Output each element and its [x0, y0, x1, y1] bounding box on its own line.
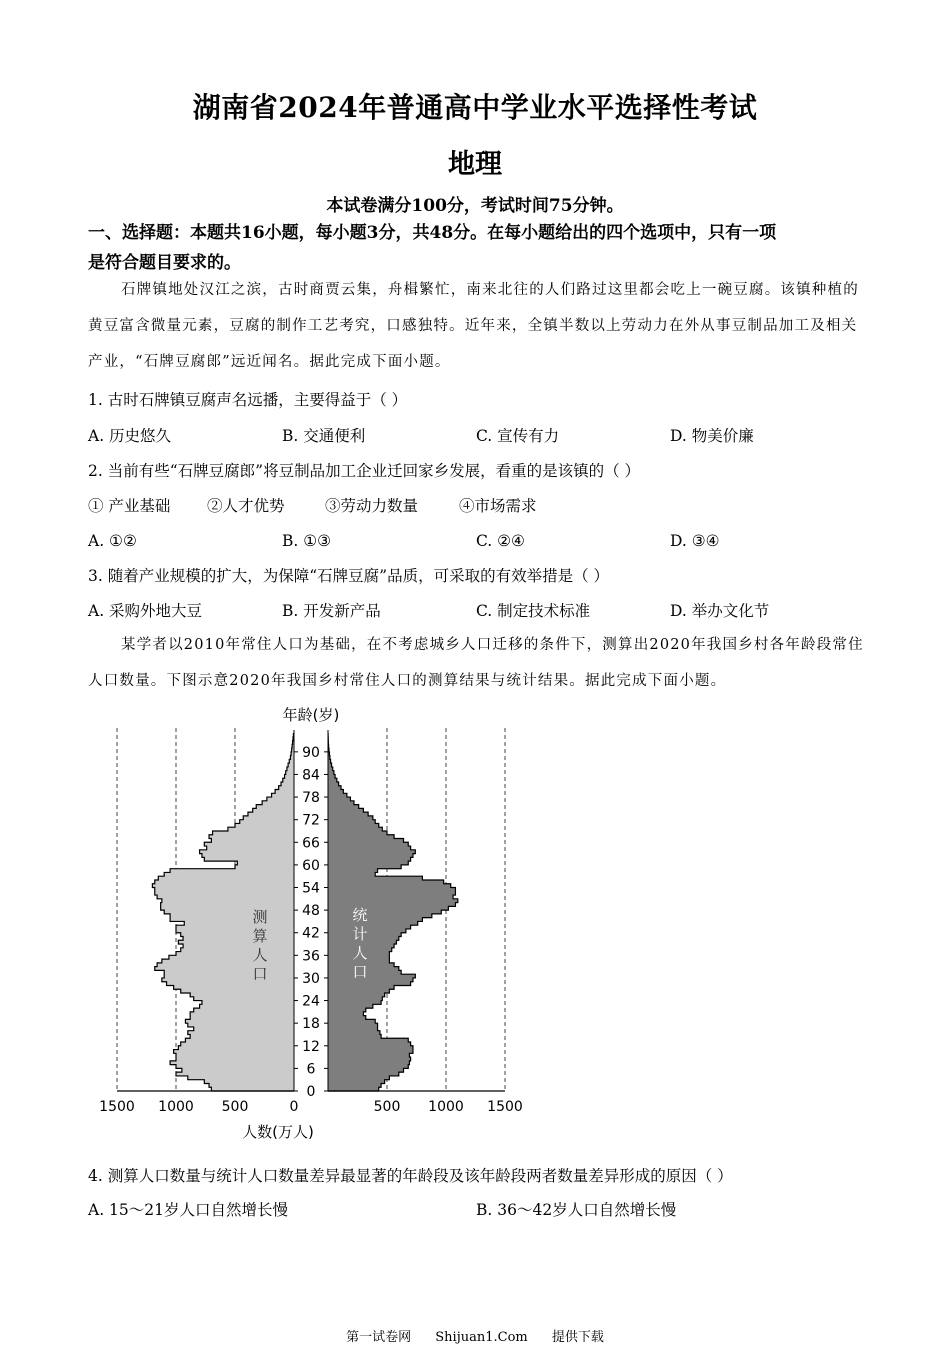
- bar-estimated-age-64: [207, 846, 294, 850]
- bar-estimated-age-25: [190, 993, 294, 997]
- question-3-stem: 3. 随着产业规模的扩大，为保障“石牌豆腐”品质，可采取的有效举措是（ ）: [88, 566, 609, 586]
- bar-census-age-55: [328, 880, 444, 884]
- bar-estimated-age-8: [176, 1057, 294, 1061]
- bar-census-age-4: [328, 1072, 399, 1076]
- label-census-population: 人: [352, 944, 367, 962]
- bar-census-age-58: [328, 869, 378, 873]
- bar-estimated-age-17: [188, 1023, 294, 1027]
- y-tick-label: 18: [302, 1016, 320, 1032]
- question-3-option-d: D. 举办文化节: [670, 601, 769, 621]
- bar-estimated-age-19: [190, 1016, 294, 1020]
- bar-estimated-age-24: [194, 997, 294, 1001]
- bar-census-age-45: [328, 918, 422, 922]
- bar-estimated-age-11: [178, 1046, 294, 1050]
- bar-census-age-68: [328, 831, 387, 835]
- bar-estimated-age-82: [283, 778, 294, 782]
- y-tick-label: 6: [307, 1061, 316, 1077]
- bar-estimated-age-66: [211, 839, 294, 843]
- bar-estimated-age-26: [181, 989, 294, 993]
- bar-census-age-19: [328, 1016, 366, 1020]
- question-1-option-d: D. 物美价廉: [670, 426, 754, 446]
- question-2-option-b: B. ①③: [282, 531, 331, 551]
- bar-estimated-age-5: [182, 1068, 294, 1072]
- y-tick-label: 84: [302, 767, 320, 783]
- bar-estimated-age-58: [170, 869, 294, 873]
- bar-estimated-age-1: [209, 1083, 294, 1087]
- x-tick-label: 0: [290, 1099, 299, 1115]
- bar-estimated-age-49: [161, 903, 294, 907]
- population-pyramid-chart: [0, 700, 560, 1150]
- question-2-item-1: ① 产业基础: [88, 496, 170, 516]
- bar-estimated-age-52: [155, 891, 294, 895]
- question-3-option-b: B. 开发新产品: [282, 601, 381, 621]
- question-1-option-c: C. 宣传有力: [476, 426, 559, 446]
- subject-title: 地理: [0, 142, 950, 181]
- bar-census-age-29: [328, 978, 413, 982]
- bar-estimated-age-69: [228, 827, 294, 831]
- bar-estimated-age-72: [243, 816, 294, 820]
- bar-census-age-48: [328, 906, 448, 910]
- bar-estimated-age-13: [185, 1038, 294, 1042]
- bar-estimated-age-35: [169, 955, 294, 959]
- bar-census-age-60: [328, 861, 408, 865]
- bar-estimated-age-2: [204, 1080, 294, 1084]
- bar-estimated-age-41: [181, 933, 294, 937]
- footer-note: 提供下载: [552, 1330, 604, 1345]
- bar-estimated-age-51: [157, 895, 294, 899]
- label-census-population: 统: [352, 906, 367, 924]
- bar-census-age-84: [328, 771, 334, 775]
- bar-estimated-age-77: [267, 797, 294, 801]
- bar-estimated-age-20: [190, 1012, 294, 1016]
- bar-census-age-69: [328, 827, 382, 831]
- bar-estimated-age-65: [204, 842, 294, 846]
- section-heading-line1: 一、选择题：本题共16小题，每小题3分，共48分。在每小题给出的四个选项中，只有一项: [88, 218, 868, 248]
- bar-census-age-71: [328, 820, 375, 824]
- y-tick-label: 78: [302, 790, 320, 806]
- bar-census-age-72: [328, 816, 373, 820]
- bar-census-age-3: [328, 1076, 389, 1080]
- bar-estimated-age-39: [178, 940, 294, 944]
- bar-census-age-79: [328, 790, 343, 794]
- bar-census-age-75: [328, 805, 359, 809]
- exam-title: 湖南省2024年普通高中学业水平选择性考试: [0, 86, 950, 126]
- question-2-option-a: A. ①②: [88, 531, 137, 551]
- bar-estimated-age-56: [158, 876, 294, 880]
- bar-census-age-49: [328, 903, 455, 907]
- question-4-option-a: A. 15～21岁人口自然增长慢: [88, 1200, 288, 1220]
- bar-estimated-age-31: [164, 970, 294, 974]
- bar-estimated-age-73: [248, 812, 294, 816]
- question-4-option-b: B. 36～42岁人口自然增长慢: [476, 1200, 676, 1220]
- bar-census-age-9: [328, 1053, 409, 1057]
- bar-estimated-age-38: [183, 944, 294, 948]
- bar-estimated-age-36: [176, 952, 294, 956]
- x-tick-label: 1000: [158, 1099, 194, 1115]
- bar-estimated-age-63: [200, 850, 294, 854]
- x-tick-label: 500: [374, 1099, 401, 1115]
- x-tick-label: 500: [222, 1099, 249, 1115]
- bar-census-age-13: [328, 1038, 408, 1042]
- bar-estimated-age-86: [288, 763, 294, 767]
- bar-estimated-age-70: [235, 823, 294, 827]
- bar-estimated-age-28: [167, 982, 294, 986]
- bar-census-age-21: [328, 1008, 366, 1012]
- bar-estimated-age-46: [170, 914, 294, 918]
- bar-estimated-age-53: [155, 888, 294, 892]
- question-3-option-a: A. 采购外地大豆: [88, 601, 202, 621]
- bar-census-age-64: [328, 846, 411, 850]
- bar-census-age-5: [328, 1068, 404, 1072]
- y-tick-label: 54: [302, 881, 320, 897]
- bar-census-age-50: [328, 899, 458, 903]
- bar-estimated-age-7: [170, 1061, 294, 1065]
- bar-census-age-56: [328, 876, 422, 880]
- footer-domain: Shijuan1.Com: [435, 1330, 527, 1345]
- question-1-stem: 1. 古时石牌镇豆腐声名远播，主要得益于（ ）: [88, 390, 407, 410]
- bar-census-age-30: [328, 974, 415, 978]
- x-axis-title: 人数(万人): [242, 1123, 314, 1141]
- bar-census-age-83: [328, 774, 335, 778]
- bar-census-age-44: [328, 921, 418, 925]
- bar-estimated-age-81: [281, 782, 294, 786]
- bar-estimated-age-83: [285, 774, 294, 778]
- bar-census-age-67: [328, 835, 394, 839]
- bar-estimated-age-33: [157, 963, 294, 967]
- label-estimated-population: 口: [252, 965, 267, 983]
- bar-census-age-76: [328, 801, 354, 805]
- bar-estimated-age-9: [176, 1053, 294, 1057]
- y-tick-label: 0: [307, 1084, 316, 1100]
- bar-estimated-age-6: [176, 1065, 294, 1069]
- bar-census-age-53: [328, 888, 455, 892]
- bar-estimated-age-67: [209, 835, 294, 839]
- bar-census-age-1: [328, 1083, 381, 1087]
- y-tick-label: 48: [302, 903, 320, 919]
- bar-census-age-14: [328, 1034, 381, 1038]
- bar-estimated-age-85: [287, 767, 294, 771]
- bar-census-age-20: [328, 1012, 363, 1016]
- bar-census-age-74: [328, 808, 363, 812]
- bar-estimated-age-43: [176, 925, 294, 929]
- bar-estimated-age-55: [155, 880, 294, 884]
- bar-estimated-age-45: [170, 918, 294, 922]
- bar-census-age-26: [328, 989, 389, 993]
- bar-estimated-age-74: [253, 808, 294, 812]
- bar-census-age-65: [328, 842, 408, 846]
- question-4-stem: 4. 测算人口数量与统计人口数量差异最显著的年龄段及该年龄段两者数量差异形成的原因（ ）: [88, 1166, 733, 1186]
- bar-census-age-78: [328, 793, 347, 797]
- y-tick-label: 36: [302, 948, 320, 964]
- bar-census-age-6: [328, 1065, 408, 1069]
- bar-census-age-18: [328, 1019, 375, 1023]
- bar-estimated-age-18: [185, 1019, 294, 1023]
- bar-census-age-85: [328, 767, 333, 771]
- bar-estimated-age-75: [256, 805, 294, 809]
- bar-estimated-age-47: [164, 910, 294, 914]
- bar-census-age-25: [328, 993, 385, 997]
- bar-estimated-age-68: [213, 831, 294, 835]
- bar-estimated-age-78: [272, 793, 294, 797]
- bar-census-age-17: [328, 1023, 378, 1027]
- bar-estimated-age-21: [194, 1008, 294, 1012]
- bar-estimated-age-34: [162, 959, 294, 963]
- bar-estimated-age-14: [190, 1034, 294, 1038]
- y-tick-label: 12: [302, 1039, 320, 1055]
- bar-census-age-15: [328, 1031, 380, 1035]
- question-2-item-4: ④市场需求: [459, 496, 537, 516]
- bar-census-age-61: [328, 857, 411, 861]
- y-tick-label: 24: [302, 994, 320, 1010]
- bar-estimated-age-60: [237, 861, 294, 865]
- question-1-option-b: B. 交通便利: [282, 426, 365, 446]
- bar-estimated-age-62: [202, 854, 294, 858]
- bar-census-age-24: [328, 997, 382, 1001]
- y-axis-title: 年龄(岁): [283, 706, 340, 724]
- bar-census-age-11: [328, 1046, 413, 1050]
- y-tick-label: 72: [302, 813, 320, 829]
- bar-estimated-age-37: [181, 948, 294, 952]
- bar-census-age-16: [328, 1027, 378, 1031]
- question-2-option-c: C. ②④: [476, 531, 525, 551]
- label-estimated-population: 测: [252, 908, 267, 926]
- question-2-stem: 2. 当前有些“石牌豆腐郎”将豆制品加工企业迁回家乡发展，看重的是该镇的（ ）: [88, 461, 640, 481]
- bar-estimated-age-50: [162, 899, 294, 903]
- question-1-option-a: A. 历史悠久: [88, 426, 171, 446]
- y-tick-label: 90: [302, 745, 320, 761]
- bar-estimated-age-79: [275, 790, 294, 794]
- label-census-population: 口: [352, 963, 367, 981]
- bar-census-age-12: [328, 1042, 411, 1046]
- x-tick-label: 1500: [487, 1099, 523, 1115]
- bar-estimated-age-16: [194, 1027, 294, 1031]
- bar-census-age-52: [328, 891, 455, 895]
- bar-estimated-age-87: [289, 759, 294, 763]
- bar-census-age-51: [328, 895, 453, 899]
- bar-estimated-age-48: [161, 906, 294, 910]
- section-heading: [88, 218, 868, 278]
- y-tick-label: 66: [302, 835, 320, 851]
- bar-estimated-age-57: [164, 872, 294, 876]
- bar-estimated-age-80: [279, 786, 294, 790]
- bar-estimated-age-29: [162, 978, 294, 982]
- x-tick-label: 1500: [99, 1099, 135, 1115]
- bar-estimated-age-12: [181, 1042, 294, 1046]
- bar-census-age-7: [328, 1061, 409, 1065]
- bar-census-age-10: [328, 1050, 413, 1054]
- bar-estimated-age-10: [174, 1050, 294, 1054]
- bar-census-age-77: [328, 797, 350, 801]
- label-estimated-population: 人: [252, 946, 267, 964]
- bar-census-age-57: [328, 872, 375, 876]
- bar-estimated-age-42: [176, 929, 294, 933]
- bar-census-age-27: [328, 985, 394, 989]
- bar-census-age-82: [328, 778, 337, 782]
- question-2-item-2: ②人才优势: [207, 496, 285, 516]
- label-census-population: 计: [352, 925, 367, 943]
- bar-estimated-age-71: [240, 820, 294, 824]
- bar-estimated-age-15: [188, 1031, 294, 1035]
- bar-estimated-age-4: [176, 1072, 294, 1076]
- bar-census-age-54: [328, 884, 451, 888]
- bar-estimated-age-40: [183, 936, 294, 940]
- bar-estimated-age-32: [155, 967, 294, 971]
- y-tick-label: 60: [302, 858, 320, 874]
- question-2-item-3: ③劳动力数量: [325, 496, 418, 516]
- bar-census-age-47: [328, 910, 441, 914]
- bar-census-age-62: [328, 854, 413, 858]
- bar-estimated-age-23: [202, 1001, 294, 1005]
- x-tick-label: 1000: [428, 1099, 464, 1115]
- bar-estimated-age-27: [174, 985, 294, 989]
- bar-census-age-73: [328, 812, 368, 816]
- question-2-option-d: D. ③④: [670, 531, 720, 551]
- passage-1: 石牌镇地处汉江之滨，古时商贾云集，舟楫繁忙，南来北往的人们路过这里都会吃上一碗豆腐。该镇种植的黄豆富含微量元素，豆腐的制作工艺考究，口感独特。近年来，全镇半数以上劳动力在外从事豆制品加工及相关产业，“石牌豆腐郎”远近闻名。据此完成下面小题。: [88, 272, 868, 380]
- bar-census-age-80: [328, 786, 341, 790]
- bar-census-age-8: [328, 1057, 411, 1061]
- section-heading-line2: 是符合题目要求的。: [88, 248, 868, 278]
- bar-census-age-43: [328, 925, 411, 929]
- bar-census-age-81: [328, 782, 339, 786]
- bar-estimated-age-59: [235, 865, 294, 869]
- question-3-option-c: C. 制定技术标准: [476, 601, 590, 621]
- bar-census-age-2: [328, 1080, 385, 1084]
- bar-estimated-age-54: [152, 884, 294, 888]
- footer: [0, 1326, 950, 1345]
- bar-estimated-age-30: [164, 974, 294, 978]
- bar-census-age-46: [328, 914, 432, 918]
- y-tick-label: 42: [302, 926, 320, 942]
- footer-site: 第一试卷网: [346, 1330, 411, 1345]
- exam-note: 本试卷满分100分，考试时间75分钟。: [0, 191, 950, 216]
- bar-estimated-age-22: [200, 1004, 294, 1008]
- bar-estimated-age-84: [286, 771, 294, 775]
- y-tick-label: 30: [302, 971, 320, 987]
- bar-census-age-63: [328, 850, 415, 854]
- bar-census-age-66: [328, 839, 404, 843]
- bar-census-age-70: [328, 823, 379, 827]
- label-estimated-population: 算: [252, 927, 267, 945]
- bar-estimated-age-44: [184, 921, 294, 925]
- passage-2: 某学者以2010年常住人口为基础，在不考虑城乡人口迁移的条件下，测算出2020年我国乡村各年龄段常住人口数量。下图示意2020年我国乡村常住人口的测算结果与统计结果。据此完成下面小题。: [88, 627, 868, 699]
- bar-estimated-age-76: [262, 801, 294, 805]
